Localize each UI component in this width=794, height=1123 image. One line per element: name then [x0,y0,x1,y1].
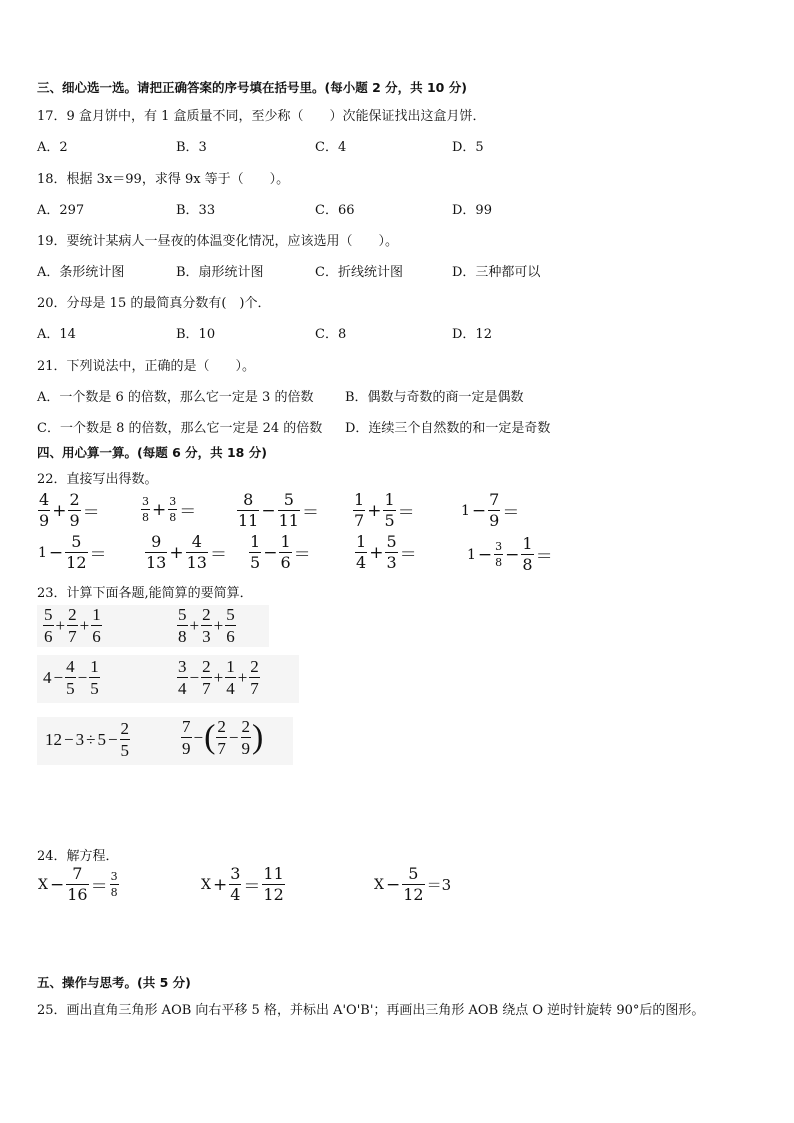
q17-option-a: A．2 [37,140,68,155]
question-24: 24．解方程． [37,849,119,864]
q17-option-d: D．5 [452,140,484,155]
q21-option-a: A．一个数是 6 的倍数，那么它一定是 3 的倍数 [37,390,314,405]
q18-option-d: D．99 [452,203,492,218]
q21-option-b: B．偶数与奇数的商一定是偶数 [345,390,524,405]
q22-item-10: 1 − $\frac{3}{8}$ − $\frac{1}{8}$ ＝ [467,534,553,574]
q19-option-b: B．扇形统计图 [176,265,264,280]
q18-option-c: C．66 [315,203,355,218]
q20-option-a: A．14 [37,327,76,342]
q18-option-a: A．297 [37,203,85,218]
section-3-title: 三、细心选一选。请把正确答案的序号填在括号里。(每小题 2 分，共 10 分) [37,80,467,95]
question-17: 17．9 盒月饼中，有 1 盒质量不同，至少称（ ）次能保证找出这盒月饼． [37,109,486,124]
q19-option-d: D．三种都可以 [452,265,541,280]
q20-option-b: B．10 [176,327,216,342]
question-22: 22．直接写出得数。 [37,472,158,487]
q23-expr-3: 4 − $\frac{4}{5}$ − $\frac{1}{5}$ [43,657,99,698]
q21-option-d: D．连续三个自然数的和一定是奇数 [345,421,551,436]
q22-item-6: 1 − $\frac{5}{12}$ ＝ [38,532,107,572]
q23-expr-2: $\frac{5}{8}$ + $\frac{2}{3}$ + $\frac{5}{6}$ [178,605,235,646]
q17-option-b: B．3 [176,140,207,155]
q22-item-9: $\frac{1}{4}$ + $\frac{5}{3}$ ＝ [356,532,417,572]
q19-option-c: C．折线统计图 [315,265,403,280]
section-4-title: 四、用心算一算。(每题 6 分，共 18 分) [37,445,267,460]
question-25: 25．画出直角三角形 AOB 向右平移 5 格，并标出 A'O'B'；再画出三角形 AOB 绕点 O 逆时针旋转 90°后的图形。 [37,1003,705,1018]
q24-equation-1: X − $\frac{7}{16}$ ＝ $\frac{3}{8}$ [38,864,118,904]
q24-equation-3: X − $\frac{5}{12}$ ＝3 [374,864,452,904]
q19-option-a: A．条形统计图 [37,265,125,280]
q17-option-c: C．4 [315,140,347,155]
q22-item-2: $\frac{3}{8}$ + $\frac{3}{8}$ ＝ [142,495,197,524]
q23-expr-5: 12 − 3 ÷ 5 − $\frac{2}{5}$ [45,719,130,760]
q23-expr-6: $\frac{7}{9}$ −( $\frac{2}{7}$ − $\frac{2}{9}$ ) [182,717,264,758]
question-19: 19．要统计某病人一昼夜的体温变化情况，应该选用（ ）。 [37,234,399,249]
q21-option-c: C．一个数是 8 的倍数，那么它一定是 24 的倍数 [37,421,323,436]
section-5-title: 五、操作与思考。(共 5 分) [37,975,191,990]
q23-expr-4: $\frac{3}{4}$ − $\frac{2}{7}$ + $\frac{1}{4}$ + $\frac{2}{7}$ [178,657,259,698]
q24-equation-2: X + $\frac{3}{4}$ ＝ $\frac{11}{12}$ [201,864,284,904]
q22-item-8: $\frac{1}{5}$ − $\frac{1}{6}$ ＝ [250,532,311,572]
q20-option-d: D．12 [452,327,492,342]
q22-item-1: $\frac{4}{9}$ + $\frac{2}{9}$ ＝ [39,490,100,530]
q22-item-5: 1 − $\frac{7}{9}$ ＝ [461,490,520,530]
q22-item-3: $\frac{8}{11}$ − $\frac{5}{11}$ ＝ [238,490,319,530]
q22-item-4: $\frac{1}{7}$ + $\frac{1}{5}$ ＝ [354,490,415,530]
question-20: 20．分母是 15 的最简真分数有( )个． [37,296,271,311]
q20-option-c: C．8 [315,327,347,342]
question-21: 21．下列说法中，正确的是（ ）。 [37,359,256,374]
question-23: 23．计算下面各题,能简算的要简算． [37,586,253,601]
q18-option-b: B．33 [176,203,216,218]
q22-item-7: $\frac{9}{13}$ + $\frac{4}{13}$ ＝ [146,532,227,572]
question-18: 18．根据 3x＝99，求得 9x 等于（ ）。 [37,172,290,187]
q23-expr-1: $\frac{5}{6}$ + $\frac{2}{7}$ + $\frac{1}{6}$ [44,605,101,646]
